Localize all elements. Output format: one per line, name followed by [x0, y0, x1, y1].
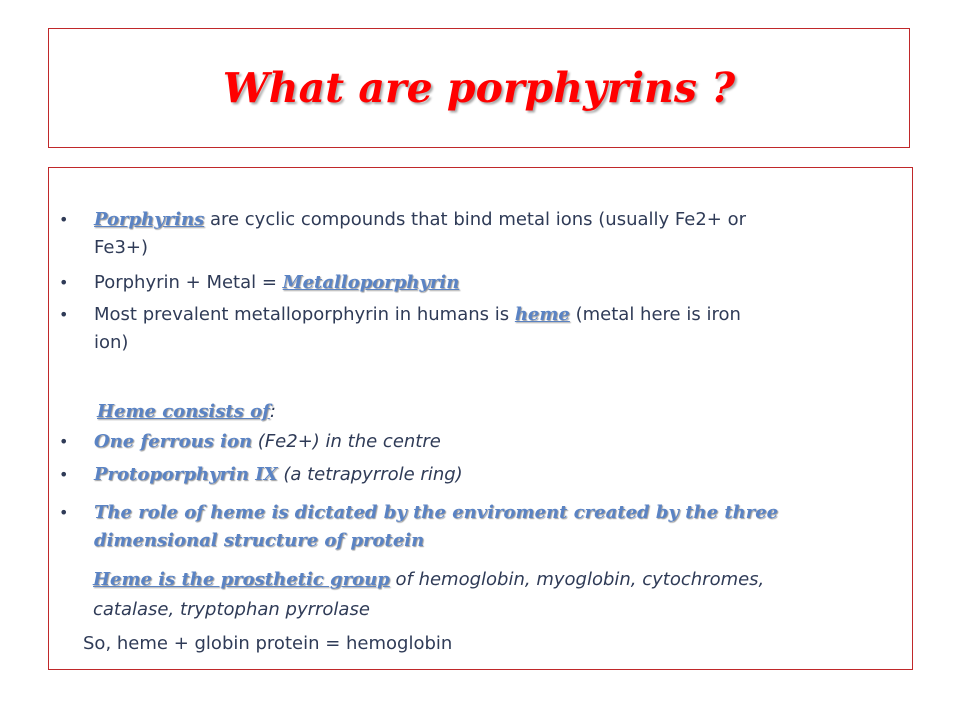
ferrous-ion-term: One ferrous ion: [94, 431, 253, 452]
ferrous-ion-detail: (Fe2+) in the centre: [252, 431, 441, 452]
bullet-dot-icon: •: [59, 305, 69, 324]
prosthetic-group-line: [93, 568, 764, 592]
metal-equation: Porphyrin + Metal =: [94, 272, 283, 293]
protoporphyrin-term: Protoporphyrin IX: [94, 464, 278, 485]
content-box: [48, 167, 913, 670]
metalloporphyrin-term: Metalloporphyrin: [282, 272, 460, 293]
heme-role-text: The role of heme is dictated by the enviroment created by the three: [94, 502, 779, 523]
heme-consists-colon: :: [269, 401, 276, 422]
bullet-dot-icon: •: [59, 432, 69, 451]
title-box: [48, 28, 910, 148]
metal-note: (metal here is iron: [569, 304, 741, 325]
metal-note-cont: ion): [94, 332, 129, 353]
porphyrins-definition: are cyclic compounds that bind metal ions (usually Fe2+ or: [204, 209, 746, 230]
heme-role-text-cont: dimensional structure of protein: [94, 530, 425, 551]
heme-heading: [97, 400, 276, 424]
heme-consists-term: Heme consists of: [97, 401, 270, 422]
heme-term: heme: [514, 304, 570, 325]
porphyrins-definition-cont: Fe3+): [94, 237, 148, 258]
porphyrins-term: Porphyrins: [94, 209, 205, 230]
prosthetic-group-term: Heme is the prosthetic group: [93, 569, 390, 590]
prosthetic-group-list-cont: catalase, tryptophan pyrrolase: [93, 599, 370, 620]
bullet-dot-icon: •: [59, 465, 69, 484]
prosthetic-group-list: of hemoglobin, myoglobin, cytochromes,: [389, 569, 765, 590]
hemoglobin-equation: So, heme + globin protein = hemoglobin: [83, 633, 453, 654]
bullet-dot-icon: •: [59, 273, 69, 292]
protoporphyrin-detail: (a tetrapyrrole ring): [277, 464, 463, 485]
prevalent-text: Most prevalent metalloporphyrin in humans is: [94, 304, 515, 325]
slide-title: What are porphyrins ?: [222, 64, 736, 112]
bullet-dot-icon: •: [59, 210, 69, 229]
bullet-dot-icon: •: [59, 503, 69, 522]
